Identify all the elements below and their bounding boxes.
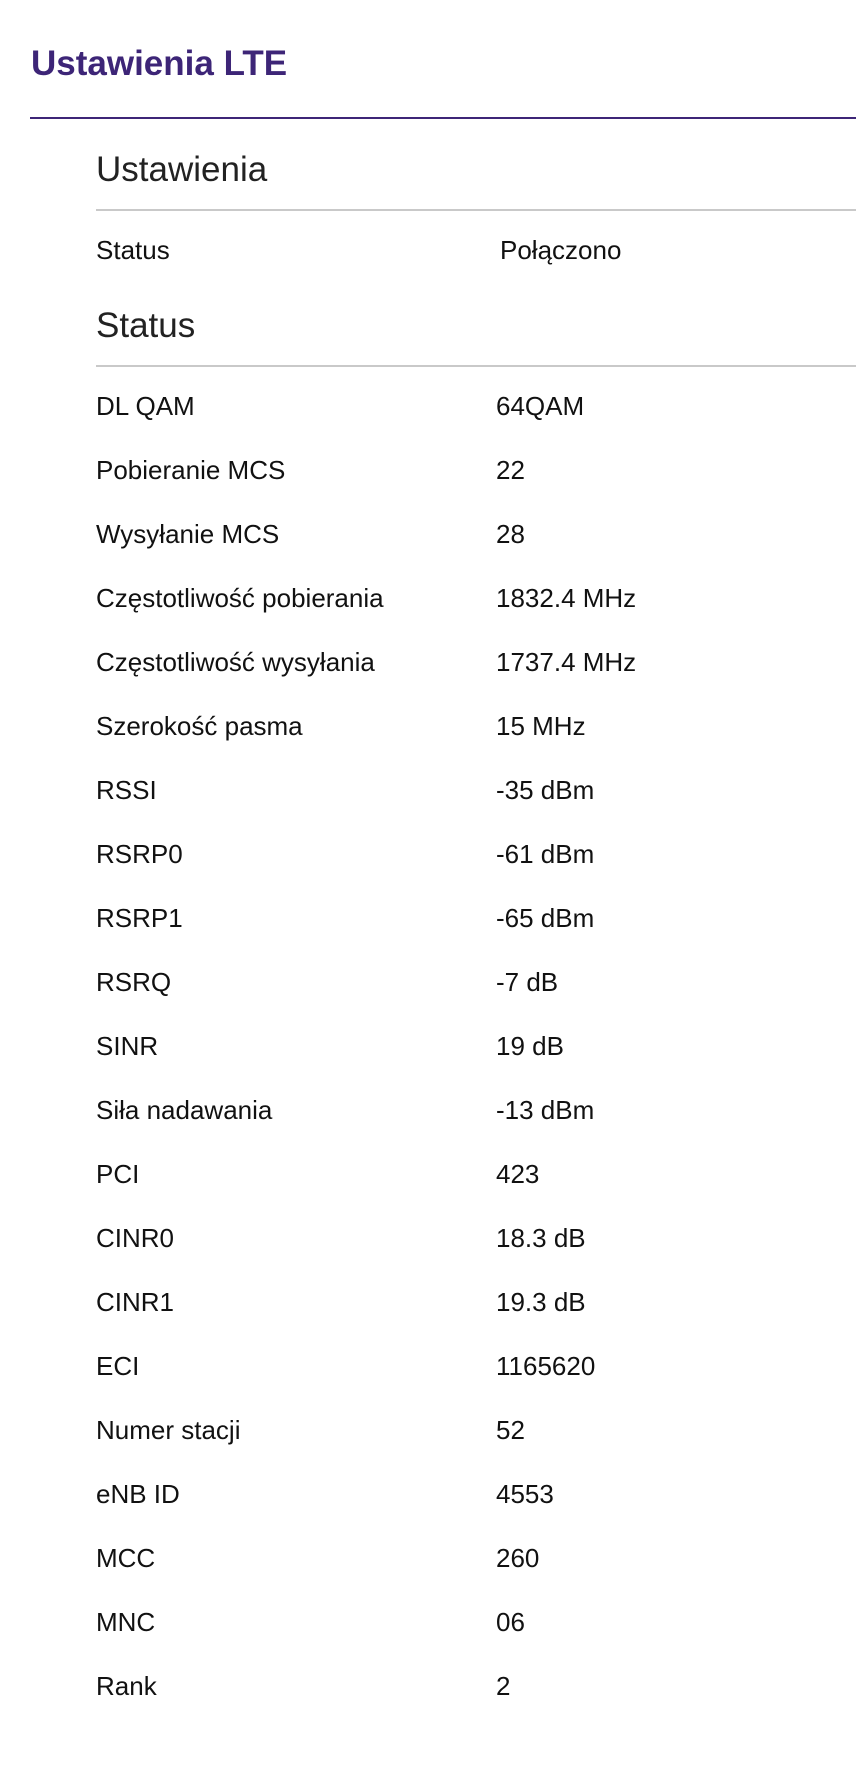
status-row	[0, 386, 856, 426]
row-label: Szerokość pasma	[96, 711, 303, 741]
row-label: MNC	[96, 1607, 156, 1637]
status-row	[0, 898, 856, 938]
status-row	[0, 514, 856, 554]
row-label: DL QAM	[96, 391, 195, 421]
row-label: CINR1	[96, 1287, 175, 1317]
row-value: 19.3 dB	[496, 1287, 586, 1317]
row-value: -65 dBm	[496, 903, 595, 933]
status-row	[0, 1090, 856, 1130]
row-label: RSSI	[96, 775, 157, 805]
row-label: Siła nadawania	[96, 1095, 273, 1125]
status-row	[0, 1602, 856, 1642]
row-label: RSRP1	[96, 903, 183, 933]
status-row	[0, 1474, 856, 1514]
row-value: 22	[496, 455, 525, 485]
row-value: -7 dB	[496, 967, 559, 997]
row-value: 18.3 dB	[496, 1223, 586, 1253]
status-row	[0, 1538, 856, 1578]
row-value: 1737.4 MHz	[496, 647, 637, 677]
row-value: -61 dBm	[496, 839, 595, 869]
row-value: 52	[496, 1415, 525, 1445]
row-label: RSRQ	[96, 967, 172, 997]
row-value: -35 dBm	[496, 775, 595, 805]
row-value: 28	[496, 519, 525, 549]
row-value: 1165620	[496, 1351, 596, 1381]
status-row	[0, 1666, 856, 1706]
settings-divider	[96, 209, 856, 211]
row-value: -13 dBm	[496, 1095, 595, 1125]
row-label: Numer stacji	[96, 1415, 241, 1445]
row-value: Połączono	[500, 235, 622, 265]
row-label: Pobieranie MCS	[96, 455, 286, 485]
status-row	[0, 706, 856, 746]
row-value: 1832.4 MHz	[496, 583, 637, 613]
row-label: Wysyłanie MCS	[96, 519, 280, 549]
status-row	[0, 834, 856, 874]
row-value: 4553	[496, 1479, 554, 1509]
row-value: 423	[496, 1159, 540, 1189]
status-row	[0, 1282, 856, 1322]
row-label: Częstotliwość pobierania	[96, 583, 384, 613]
status-row	[0, 1026, 856, 1066]
row-label: Rank	[96, 1671, 157, 1701]
row-value: 15 MHz	[496, 711, 586, 741]
status-row	[0, 450, 856, 490]
row-label: SINR	[96, 1031, 159, 1061]
status-row	[0, 578, 856, 618]
status-row	[0, 1410, 856, 1450]
status-row	[0, 1346, 856, 1386]
row-label: RSRP0	[96, 839, 183, 869]
row-value: 64QAM	[496, 391, 585, 421]
row-label: CINR0	[96, 1223, 175, 1253]
row-value: 19 dB	[496, 1031, 564, 1061]
row-label: MCC	[96, 1543, 156, 1573]
status-row	[0, 962, 856, 1002]
status-divider	[96, 365, 856, 367]
row-label: Status	[96, 235, 170, 265]
row-value: 06	[496, 1607, 525, 1637]
status-row	[0, 1154, 856, 1194]
status-row	[0, 1218, 856, 1258]
row-value: 260	[496, 1543, 540, 1573]
row-value: 2	[496, 1671, 511, 1701]
page-title: Ustawienia LTE	[31, 44, 288, 83]
status-row	[0, 770, 856, 810]
row-label: eNB ID	[96, 1479, 180, 1509]
status-row	[0, 642, 856, 682]
settings-row-status	[0, 230, 856, 270]
row-label: ECI	[96, 1351, 140, 1381]
title-divider	[30, 117, 856, 119]
row-label: PCI	[96, 1159, 140, 1189]
settings-heading: Ustawienia	[96, 150, 268, 189]
status-heading: Status	[96, 306, 196, 345]
row-label: Częstotliwość wysyłania	[96, 647, 375, 677]
